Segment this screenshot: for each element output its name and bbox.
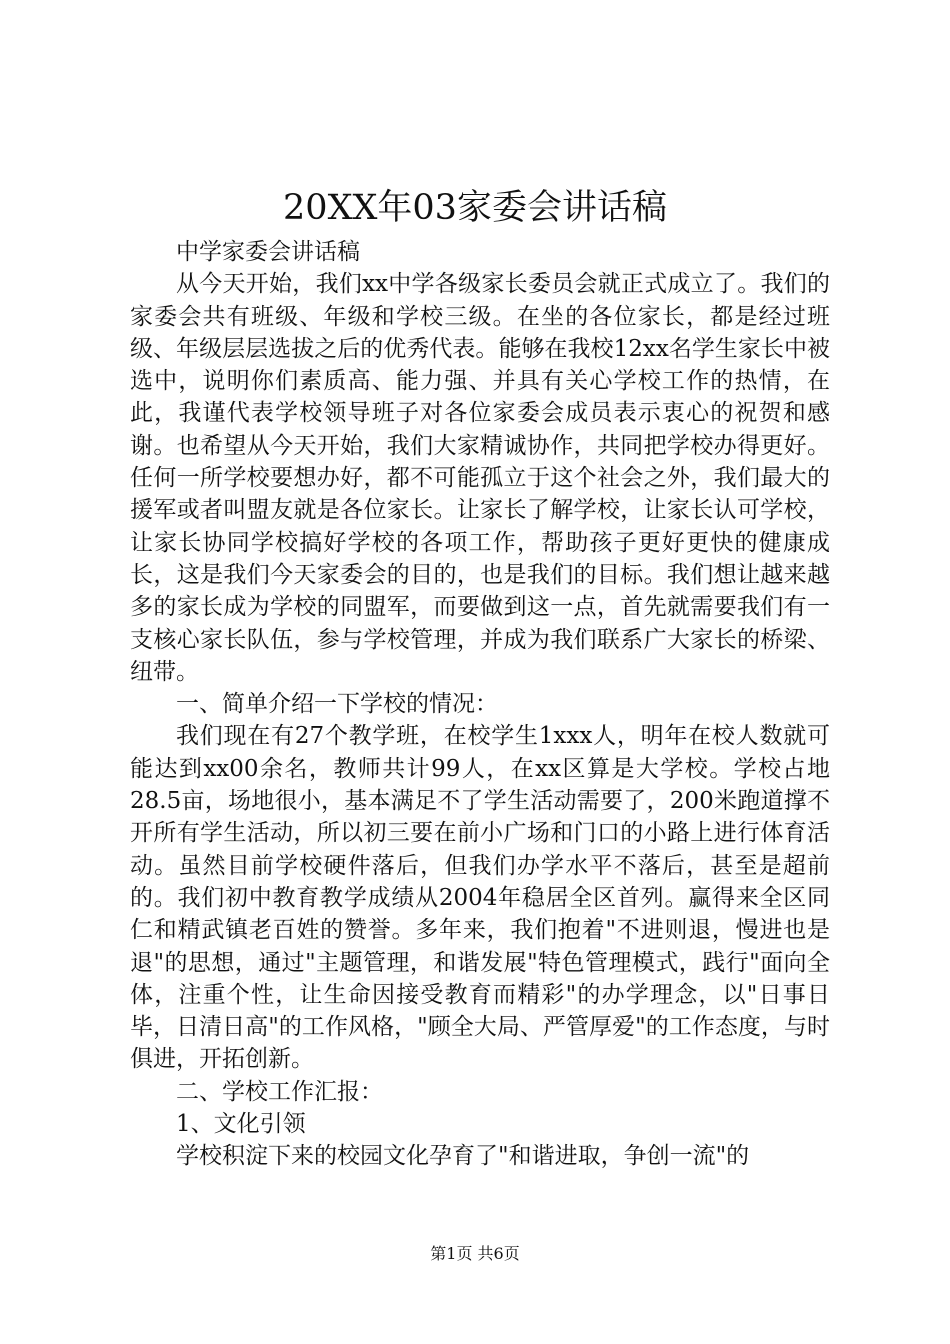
section-heading-school-overview: 一、简单介绍一下学校的情况： (176, 691, 498, 718)
paragraph-school-overview: 我们现在有27个教学班，在校学生1xxx人，明年在校人数就可能达到xx00余名，教师共计99人，在xx区算是大学校。学校占地28.5亩，场地很小，基本满足不了学生活动需要了，200米跑道撑不开所有学生活动，所以初三要在前小广场和门口的小路上进行体育活动。虽然目前学校硬件落后，但我们办学水平不落后，甚至是超前的。我们初中教育教学成绩从2004年稳居全区首列。赢得来全区同仁和精武镇老百姓的赞誉。多年来，我们抱着"不进则退，慢进也是退"的思想，通过"主题管理，和谐发展"特色管理模式，践行"面向全体，注重个性，让生命因接受教育而精彩"的办学理念，以"日事日毕，日清日高"的工作风格，"顾全大局、严管厚爱"的工作态度，与时俱进，开拓创新。 (130, 723, 830, 1073)
paragraph-intro: 从今天开始，我们xx中学各级家长委员会就正式成立了。我们的家委会共有班级、年级和学校三级。在坐的各位家长，都是经过班级、年级层层选拔之后的优秀代表。能够在我校12xx名学生家长中被选中，说明你们素质高、能力强、并具有关心学校工作的热情，在此，我谨代表学校领导班子对各位家委会成员表示衷心的祝贺和感谢。也希望从今天开始，我们大家精诚协作，共同把学校办得更好。任何一所学校要想办好，都不可能孤立于这个社会之外，我们最大的援军或者叫盟友就是各位家长。让家长了解学校，让家长认可学校，让家长协同学校搞好学校的各项工作，帮助孩子更好更快的健康成长，这是我们今天家委会的目的，也是我们的目标。我们想让越来越多的家长成为学校的同盟军，而要做到这一点，首先就需要我们有一支核心家长队伍，参与学校管理，并成为我们联系广大家长的桥梁、纽带。 (130, 271, 830, 685)
document-title: 20XX年03家委会讲话稿 (283, 188, 667, 228)
page-number-footer: 第1页 共6页 (430, 1244, 520, 1263)
document-body (130, 236, 830, 1173)
section-heading-work-report: 二、学校工作汇报： (176, 1078, 383, 1105)
paragraph-culture: 学校积淀下来的校园文化孕育了"和谐进取，争创一流"的 (176, 1143, 750, 1170)
subsection-heading-culture: 1、文化引领 (176, 1111, 306, 1138)
document-subtitle: 中学家委会讲话稿 (176, 239, 360, 265)
